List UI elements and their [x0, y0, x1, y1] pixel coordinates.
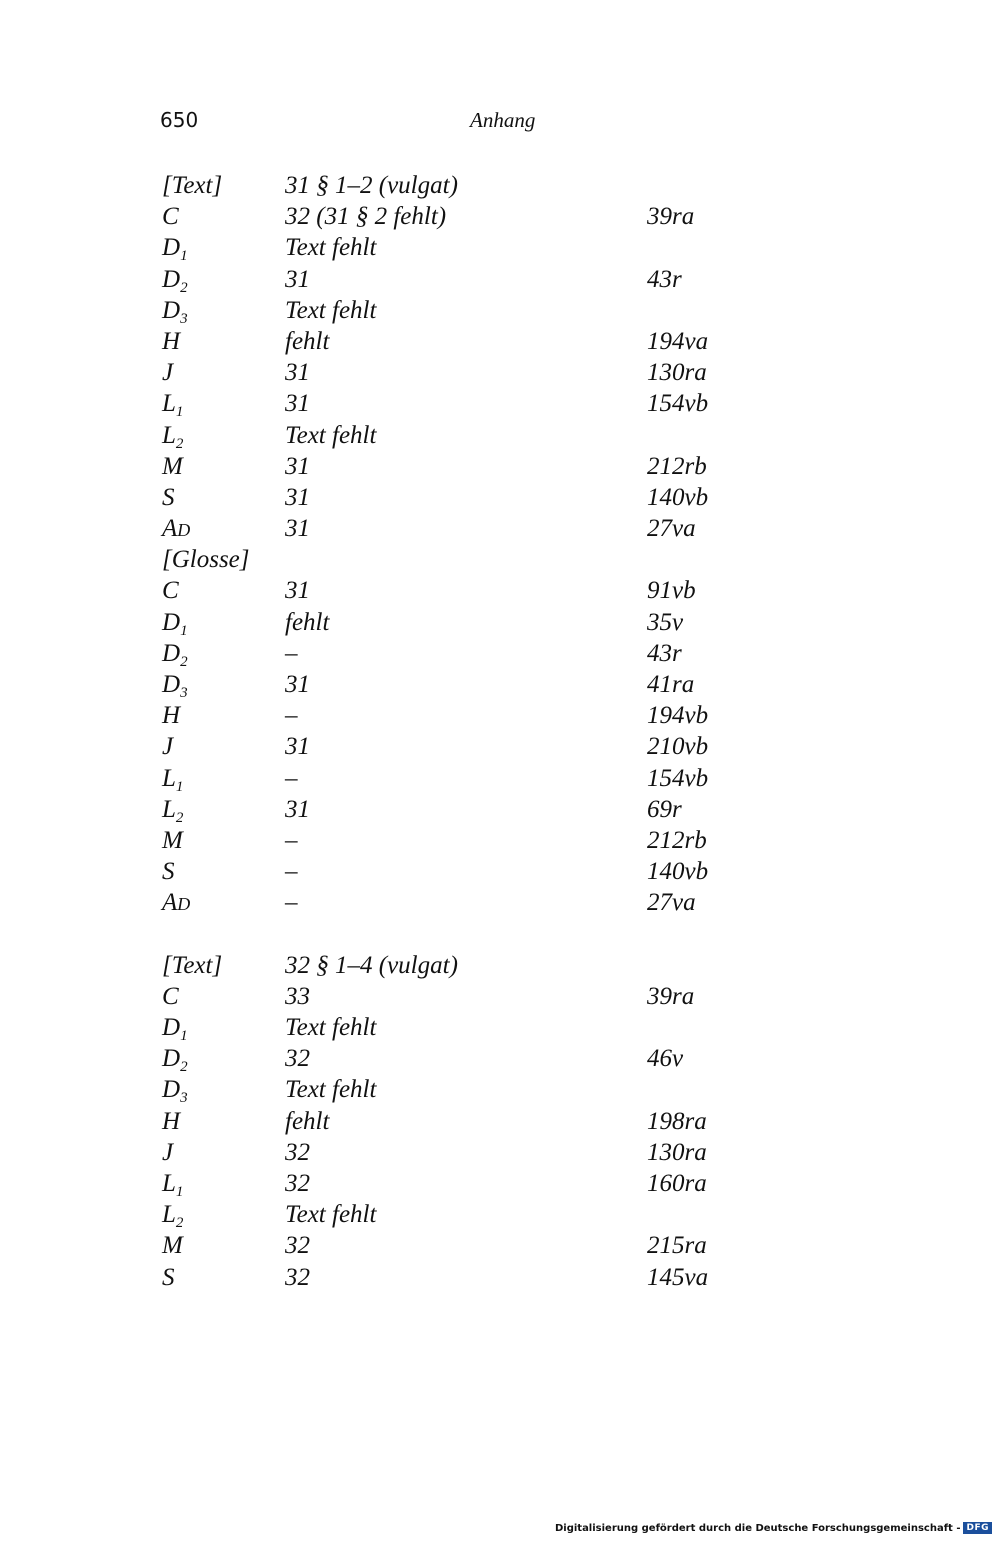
chapter-reference: –	[285, 889, 298, 917]
chapter-reference: fehlt	[285, 1107, 330, 1135]
chapter-reference: Text fehlt	[285, 1076, 377, 1104]
chapter-reference: 31	[285, 359, 310, 387]
concordance-row	[160, 232, 760, 263]
siglum-subscript: 1	[180, 1028, 188, 1045]
concordance-row	[160, 763, 760, 794]
concordance-row	[160, 1199, 760, 1230]
concordance-row	[160, 638, 760, 669]
footer-text: Digitalisierung gefördert durch die Deutsche Forschungsgemeinschaft -	[554, 1522, 961, 1534]
manuscript-siglum: J	[162, 359, 174, 387]
concordance-row	[160, 201, 760, 232]
concordance-row	[160, 731, 760, 762]
manuscript-siglum: $L_2$	[162, 1201, 184, 1232]
siglum-subscript: 2	[180, 1059, 188, 1076]
folio-reference: 43r	[647, 639, 682, 667]
manuscript-siglum: S	[162, 1263, 175, 1291]
manuscript-siglum: H	[162, 702, 181, 730]
chapter-reference: 31	[285, 577, 310, 605]
chapter-reference: 32	[285, 1045, 310, 1073]
manuscript-siglum: $D_1$	[162, 1014, 188, 1045]
concordance-row	[160, 669, 760, 700]
siglum-subscript: 2	[175, 809, 184, 826]
chapter-reference: Text fehlt	[285, 1014, 377, 1042]
folio-reference: 145va	[647, 1263, 709, 1291]
manuscript-siglum: M	[162, 826, 183, 854]
folio-reference: 154vb	[647, 764, 709, 792]
concordance-row	[160, 1168, 760, 1199]
folio-reference: 194vb	[647, 702, 709, 730]
folio-reference: 39ra	[647, 982, 695, 1010]
folio-reference: 140vb	[647, 483, 709, 511]
manuscript-siglum: $D_2$	[162, 1045, 188, 1076]
manuscript-siglum: $D_2$	[162, 639, 188, 670]
siglum-subscript: 2	[175, 435, 184, 452]
chapter-reference: –	[285, 639, 298, 667]
chapter-reference: 31	[285, 390, 310, 418]
siglum-subscript: 1	[180, 622, 188, 639]
concordance-row	[160, 544, 760, 575]
folio-reference: 130ra	[647, 359, 707, 387]
folio-reference: 35v	[647, 608, 684, 636]
manuscript-siglum: H	[162, 327, 181, 355]
folio-reference: 43r	[647, 265, 682, 293]
manuscript-siglum: $D_2$	[162, 265, 188, 296]
folio-reference: 198ra	[647, 1107, 707, 1135]
concordance-row	[160, 1043, 760, 1074]
folio-reference: 39ra	[647, 203, 695, 231]
siglum-subscript: 1	[180, 248, 188, 265]
concordance-row	[160, 825, 760, 856]
manuscript-siglum: [Text]	[162, 172, 223, 199]
concordance-row	[160, 575, 760, 606]
siglum-small-caps: D	[177, 894, 191, 915]
manuscript-siglum: AD	[162, 889, 191, 917]
folio-reference: 69r	[647, 795, 682, 823]
manuscript-siglum: [Glosse]	[162, 546, 250, 574]
manuscript-siglum: $D_1$	[162, 234, 188, 265]
chapter-reference: –	[285, 858, 298, 886]
manuscript-siglum: H	[162, 1107, 181, 1135]
running-head: Anhang	[470, 108, 536, 132]
concordance-row	[160, 887, 760, 918]
chapter-reference: 32	[285, 1170, 310, 1197]
folio-reference: 130ra	[647, 1138, 707, 1166]
folio-reference: 46v	[647, 1045, 684, 1073]
folio-reference: 212rb	[647, 452, 707, 480]
concordance-row	[160, 451, 760, 482]
siglum-subscript: 3	[180, 310, 188, 327]
manuscript-siglum: $L_2$	[162, 795, 184, 826]
folio-reference: 91vb	[647, 577, 696, 605]
chapter-reference: Text fehlt	[285, 296, 377, 324]
chapter-reference: 32	[285, 1232, 310, 1260]
manuscript-siglum: $L_1$	[162, 1170, 184, 1200]
manuscript-siglum: $D_3$	[162, 671, 188, 701]
page-number: 650	[160, 108, 199, 132]
manuscript-siglum: [Text]	[162, 951, 223, 979]
siglum-subscript: 1	[175, 778, 184, 795]
concordance-row	[160, 420, 760, 451]
concordance-row	[160, 513, 760, 544]
chapter-reference: 33	[285, 982, 310, 1010]
folio-reference: 41ra	[647, 671, 695, 698]
siglum-subscript: 3	[180, 685, 188, 701]
folio-reference: 215ra	[647, 1232, 707, 1260]
chapter-reference: –	[285, 764, 298, 792]
concordance-row	[160, 1262, 760, 1293]
chapter-reference: –	[285, 826, 298, 854]
concordance-row	[160, 326, 760, 357]
manuscript-siglum: J	[162, 733, 174, 761]
manuscript-siglum: C	[162, 577, 179, 605]
chapter-reference: 31	[285, 795, 310, 823]
concordance-row	[160, 1137, 760, 1168]
folio-reference: 194va	[647, 327, 709, 355]
manuscript-siglum: AD	[162, 515, 191, 543]
concordance-row	[160, 482, 760, 513]
manuscript-siglum: C	[162, 982, 179, 1010]
folio-reference: 27va	[647, 515, 696, 543]
concordance-row	[160, 856, 760, 887]
folio-reference: 212rb	[647, 826, 707, 854]
chapter-reference: 31	[285, 733, 310, 761]
digitization-footer	[555, 1522, 992, 1534]
siglum-subscript: 1	[175, 1184, 184, 1200]
siglum-subscript: 3	[180, 1090, 188, 1107]
chapter-reference: 31	[285, 265, 310, 293]
concordance-row	[160, 607, 760, 638]
folio-reference: 140vb	[647, 858, 709, 886]
chapter-reference: 32 § 1–4 (vulgat)	[285, 951, 458, 979]
folio-reference: 154vb	[647, 390, 709, 418]
siglum-small-caps: D	[177, 520, 191, 541]
chapter-reference: 31	[285, 671, 310, 698]
concordance-row	[160, 1074, 760, 1105]
concordance-row	[160, 1106, 760, 1137]
chapter-reference: 31	[285, 483, 310, 511]
manuscript-siglum: S	[162, 858, 175, 886]
chapter-reference: 32	[285, 1138, 310, 1166]
concordance-row	[160, 981, 760, 1012]
chapter-reference: –	[285, 702, 298, 730]
manuscript-siglum: M	[162, 1232, 183, 1260]
manuscript-siglum: $L_1$	[162, 764, 184, 795]
concordance-row	[160, 170, 760, 201]
dfg-logo: DFG	[963, 1522, 992, 1534]
folio-reference: 27va	[647, 889, 696, 917]
concordance-row	[160, 950, 760, 981]
folio-reference: 210vb	[647, 733, 709, 761]
section-gap	[160, 919, 760, 950]
chapter-reference: 31	[285, 515, 310, 543]
concordance-row	[160, 295, 760, 326]
siglum-subscript: 2	[180, 279, 188, 296]
concordance-row	[160, 264, 760, 295]
chapter-reference: 31 § 1–2 (vulgat)	[285, 172, 458, 199]
folio-reference: 160ra	[647, 1170, 707, 1197]
chapter-reference: Text fehlt	[285, 234, 377, 262]
siglum-subscript: 2	[175, 1215, 184, 1232]
chapter-reference: 32 (31 § 2 fehlt)	[285, 203, 447, 231]
manuscript-siglum: C	[162, 203, 179, 231]
manuscript-siglum: $L_2$	[162, 421, 184, 452]
concordance-row	[160, 1230, 760, 1261]
chapter-reference: 31	[285, 452, 310, 480]
concordance-row	[160, 700, 760, 731]
chapter-reference: Text fehlt	[285, 1201, 377, 1229]
concordance-row	[160, 1012, 760, 1043]
siglum-subscript: 1	[175, 404, 184, 421]
manuscript-siglum: $L_1$	[162, 390, 184, 421]
manuscript-siglum: J	[162, 1138, 174, 1166]
chapter-reference: 32	[285, 1263, 310, 1291]
siglum-subscript: 2	[180, 653, 188, 670]
manuscript-siglum: S	[162, 483, 175, 511]
chapter-reference: fehlt	[285, 327, 330, 355]
manuscript-siglum: $D_3$	[162, 296, 188, 327]
concordance-row	[160, 794, 760, 825]
chapter-reference: Text fehlt	[285, 421, 377, 449]
manuscript-siglum: M	[162, 452, 183, 480]
manuscript-siglum: $D_3$	[162, 1076, 188, 1107]
chapter-reference: fehlt	[285, 608, 330, 636]
manuscript-concordance-list	[160, 170, 760, 1293]
concordance-row	[160, 388, 760, 419]
concordance-row	[160, 357, 760, 388]
manuscript-siglum: $D_1$	[162, 608, 188, 639]
